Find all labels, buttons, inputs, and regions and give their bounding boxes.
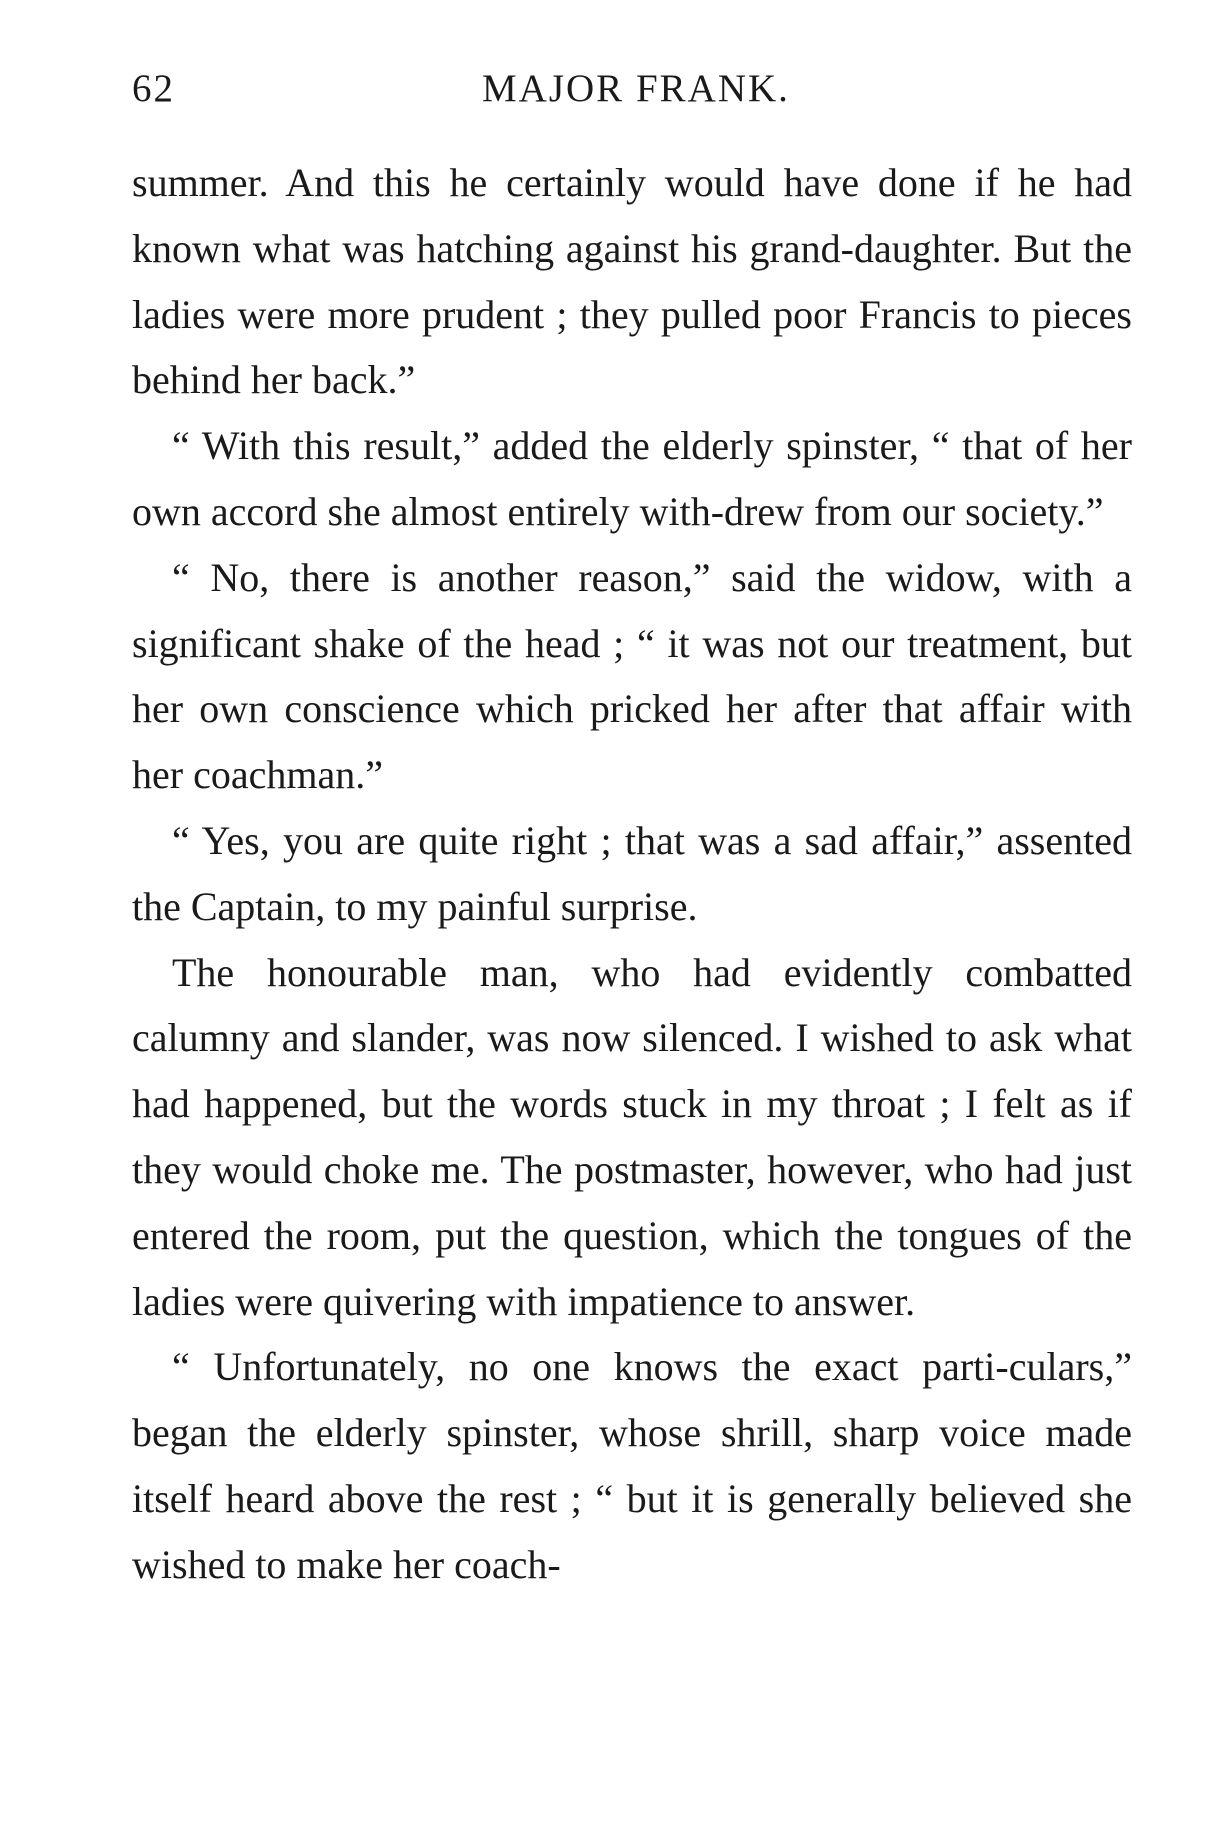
paragraph <box>132 413 1132 545</box>
paragraph-text: “ No, there is another reason,” said the widow, with a significant shake of the head ; “ it was not our treatment, but her own conscience which pricked her after that affair with her coachman.” <box>132 554 1132 798</box>
paragraph-text: “ Yes, you are quite right ; that was a sad affair,” assented the Captain, to my painful surprise. <box>132 817 1132 929</box>
paragraph <box>132 545 1132 808</box>
paragraph <box>132 940 1132 1335</box>
paragraph-text: The honourable man, who had evidently combatted calumny and slander, was now silenced. I wished to ask what had happened, but the words stuck in my throat ; I felt as if they would choke me. The postmaster, however, who had just entered the room, put the question, which the tongues of the ladies were quivering with impatience to answer. <box>132 949 1132 1324</box>
page-number: 62 <box>132 67 175 110</box>
paragraph <box>132 150 1132 413</box>
paragraph-text: “ With this result,” added the elderly spinster, “ that of her own accord she almost entirely with-drew from our society.” <box>132 423 1132 534</box>
running-title: MAJOR FRANK. <box>482 67 790 110</box>
running-head <box>132 66 1132 126</box>
body-text <box>132 150 1132 1598</box>
paragraph <box>132 1334 1132 1597</box>
paragraph-text: summer. And this he certainly would have done if he had known what was hatching against his grand-daughter. But the ladies were more prudent ; they pulled poor Francis to pieces behind her back.” <box>132 160 1132 403</box>
paragraph-text: “ Unfortunately, no one knows the exact parti-culars,” began the elderly spinster, whose shrill, sharp voice made itself heard above the rest ; “ but it is generally believed she wished to make her coach- <box>132 1344 1132 1587</box>
paragraph <box>132 808 1132 940</box>
